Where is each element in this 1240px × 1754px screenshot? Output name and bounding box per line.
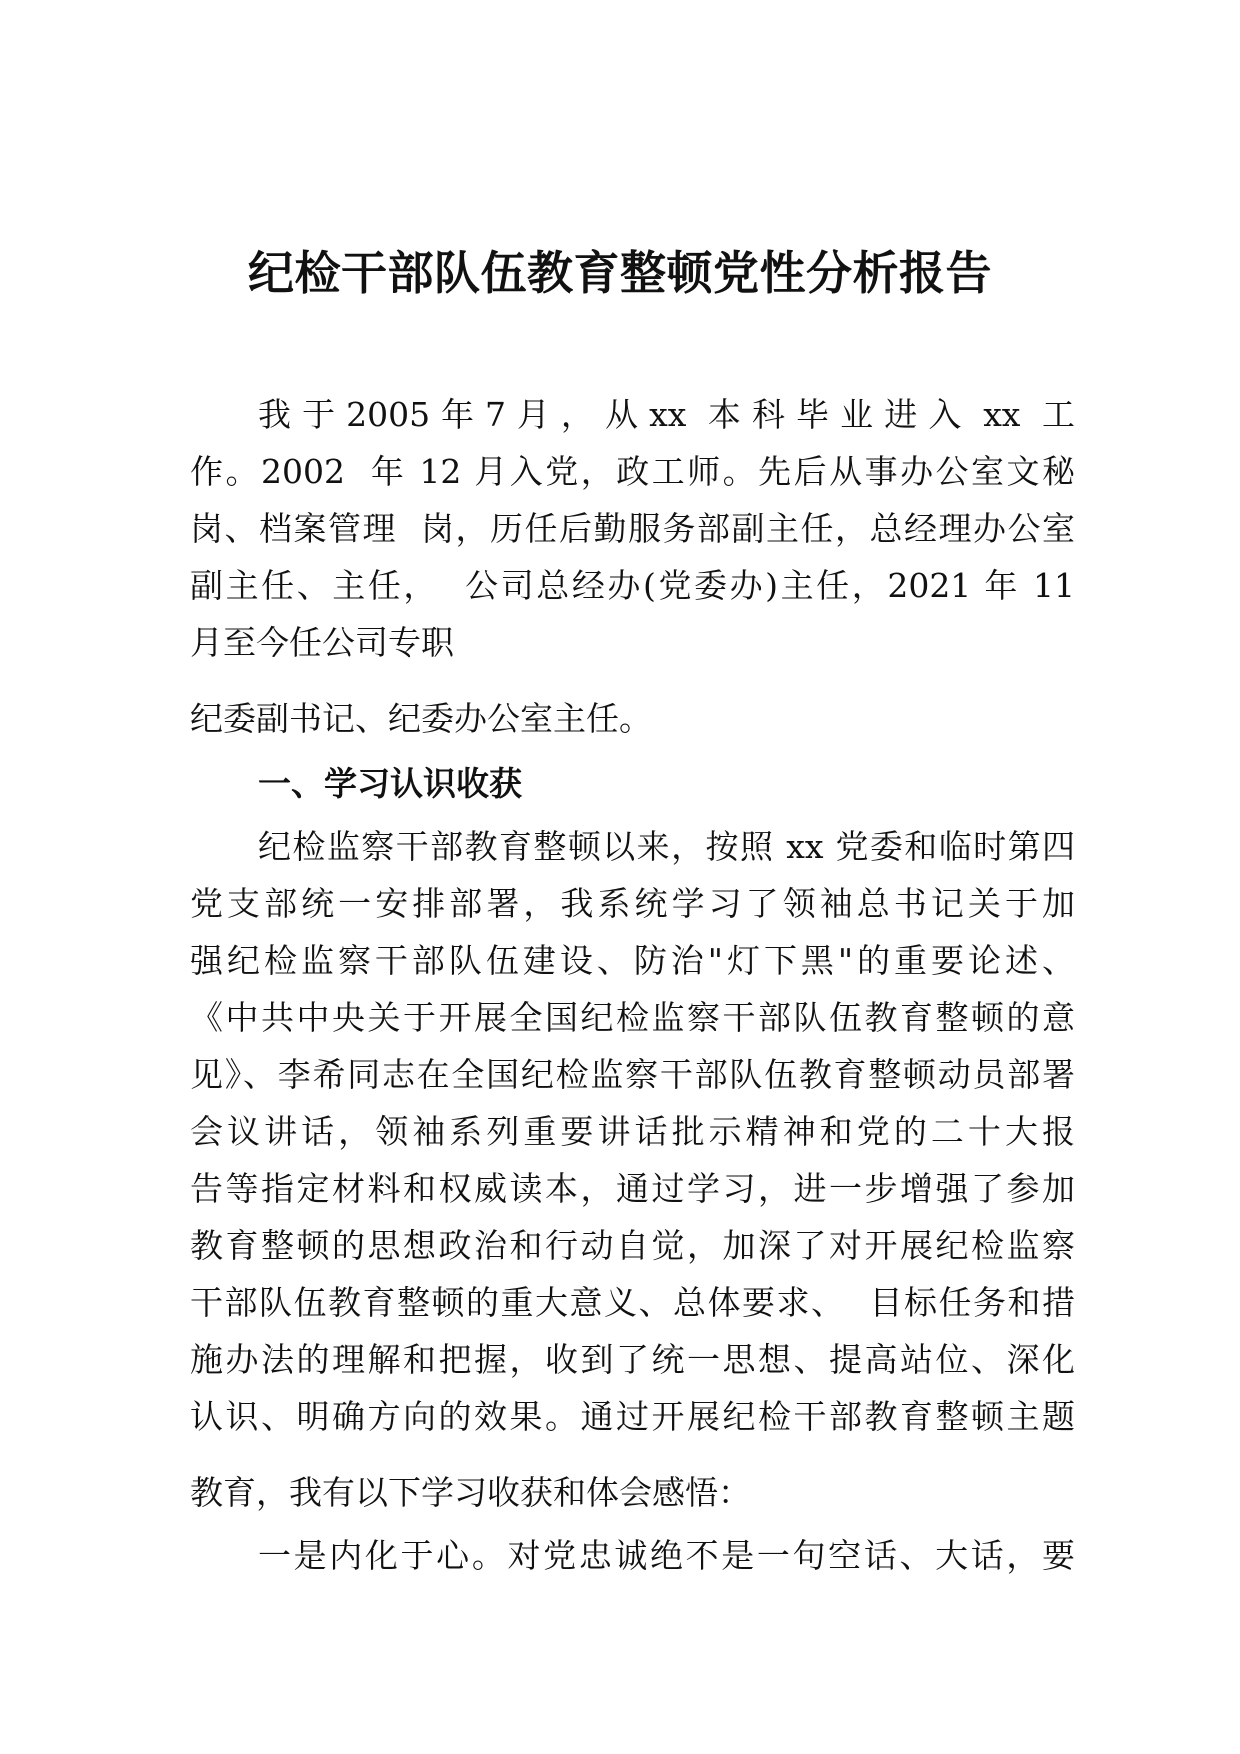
point-one-line: 一是内化于心。对党忠诚绝不是一句空话、大话，要 — [258, 1536, 1075, 1575]
paragraph-line-2: 党支部统一安排部署，我系统学习了领袖总书记关于加 — [190, 884, 1075, 923]
section-heading: 一、学习认识收获 — [258, 764, 522, 803]
paragraph-line-6: 会议讲话，领袖系列重要讲话批示精神和党的二十大报 — [190, 1112, 1075, 1151]
paragraph-line-3: 强纪检监察干部队伍建设、防治"灯下黑"的重要论述、 — [190, 941, 1075, 980]
intro-line-5: 月至今任公司专职 — [190, 623, 454, 662]
paragraph-line-8: 教育整顿的思想政治和行动自觉，加深了对开展纪检监察 — [190, 1226, 1075, 1265]
paragraph-line-11: 认识、明确方向的效果。通过开展纪检干部教育整顿主题 — [190, 1397, 1075, 1436]
paragraph-line-12: 教育，我有以下学习收获和体会感悟： — [190, 1473, 751, 1512]
intro-line-1: 我 于 2005 年 7 月 ， 从 xx 本 科 毕 业 进 入 xx 工 — [258, 395, 1075, 434]
paragraph-line-1: 纪检监察干部教育整顿以来，按照 xx 党委和临时第四 — [258, 827, 1075, 866]
paragraph-line-9: 干部队伍教育整顿的重大意义、总体要求、 目标任务和措 — [190, 1283, 1075, 1322]
paragraph-line-4: 《中共中央关于开展全国纪检监察干部队伍教育整顿的意 — [190, 998, 1075, 1037]
intro-line-2: 作。2002 年 12 月入党，政工师。先后从事办公室文秘 — [190, 452, 1075, 491]
intro-line-6: 纪委副书记、纪委办公室主任。 — [190, 699, 652, 738]
paragraph-line-10: 施办法的理解和把握，收到了统一思想、提高站位、深化 — [190, 1340, 1075, 1379]
paragraph-line-5: 见》、李希同志在全国纪检监察干部队伍教育整顿动员部署 — [190, 1055, 1075, 1094]
document-title: 纪检干部队伍教育整顿党性分析报告 — [248, 246, 992, 300]
intro-line-3: 岗、档案管理 岗，历任后勤服务部副主任，总经理办公室 — [190, 509, 1075, 548]
paragraph-line-7: 告等指定材料和权威读本，通过学习，进一步增强了参加 — [190, 1169, 1075, 1208]
intro-line-4: 副主任、主任， 公司总经办(党委办)主任，2021 年 11 — [190, 566, 1075, 605]
